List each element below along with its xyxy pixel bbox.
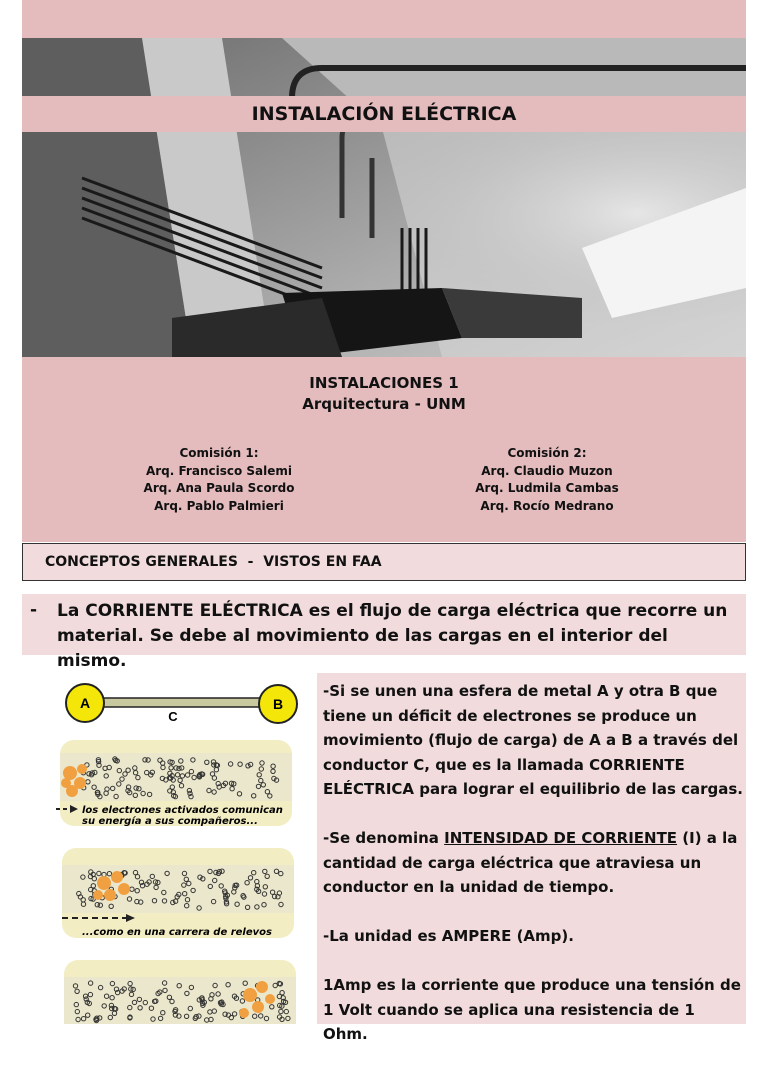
commission-1: [99, 445, 339, 515]
text-run: -Se denomina: [323, 829, 445, 847]
commission-member: Arq. Pablo Palmieri: [154, 498, 284, 513]
explanation-paragraph: 1Amp es la corriente que produce una tensión de 1 Volt cuando se aplica una resistencia de 1 Ohm.: [323, 976, 741, 1043]
commission-member: Arq. Francisco Salemi: [145, 463, 293, 478]
top-band: [22, 0, 746, 38]
caption-2: ...como en una carrera de relevos: [82, 927, 272, 938]
caption-1-line-1: los electrones activados comunican: [82, 805, 283, 816]
explanation-text: [323, 679, 743, 1071]
definition-text: La CORRIENTE ELÉCTRICA es el flujo de carga eléctrica que recorre un material. Se debe al movimiento de las cargas en el interior del mismo.: [57, 601, 728, 671]
tube-2: [62, 848, 294, 938]
explanation-paragraph: [323, 826, 743, 900]
commission-member: Arq. Ludmila Cambas: [475, 481, 619, 495]
commission-title: Comisión 2:: [507, 446, 587, 460]
text-run: (I) a la cantidad de carga eléctrica que atraviesa un conductor en la unidad de tiempo.: [323, 829, 738, 896]
commission-member: Arq. Rocío Medrano: [480, 498, 614, 513]
explanation-paragraph: -Si se unen una esfera de metal A y otra B que tiene un déficit de electrones se produce un movimiento (flujo de carga) de A a B a través del conductor C, que es la llamada CORRIENTE ELÉCTRICA para lograr el equilibrio de las cargas.: [323, 682, 743, 798]
commission-member: Arq. Claudio Muzon: [481, 463, 613, 478]
explanation-panel: [317, 673, 746, 1043]
caption-1-line-2: su energía a sus compañeros...: [82, 816, 258, 827]
commission-title: Comisión 1:: [179, 446, 259, 460]
commission-member: Arq. Ana Paula Scordo: [143, 481, 295, 495]
course-name: INSTALACIONES 1: [309, 374, 459, 392]
tube-3: [64, 960, 296, 1024]
conductor-label: C: [168, 709, 178, 724]
commission-2: [427, 445, 667, 515]
electric-current-illustration: [22, 673, 312, 1024]
course-info: [22, 357, 746, 542]
course-heading: [22, 373, 746, 415]
definition-box: [22, 594, 746, 671]
section-header: [22, 543, 746, 581]
section-header-label: CONCEPTOS GENERALES - VISTOS EN FAA: [45, 554, 382, 570]
sphere-a-label: A: [79, 695, 91, 711]
page-title: INSTALACIÓN ELÉCTRICA: [22, 96, 746, 132]
underlined-term: INTENSIDAD DE CORRIENTE: [444, 829, 678, 847]
sphere-b-label: B: [272, 696, 284, 712]
course-institution: Arquitectura - UNM: [302, 395, 466, 413]
bullet-dash: -: [30, 600, 38, 620]
explanation-paragraph: -La unidad es AMPERE (Amp).: [323, 927, 574, 945]
cable-tray-photo: [22, 38, 746, 357]
conductor-bar: [102, 698, 262, 707]
